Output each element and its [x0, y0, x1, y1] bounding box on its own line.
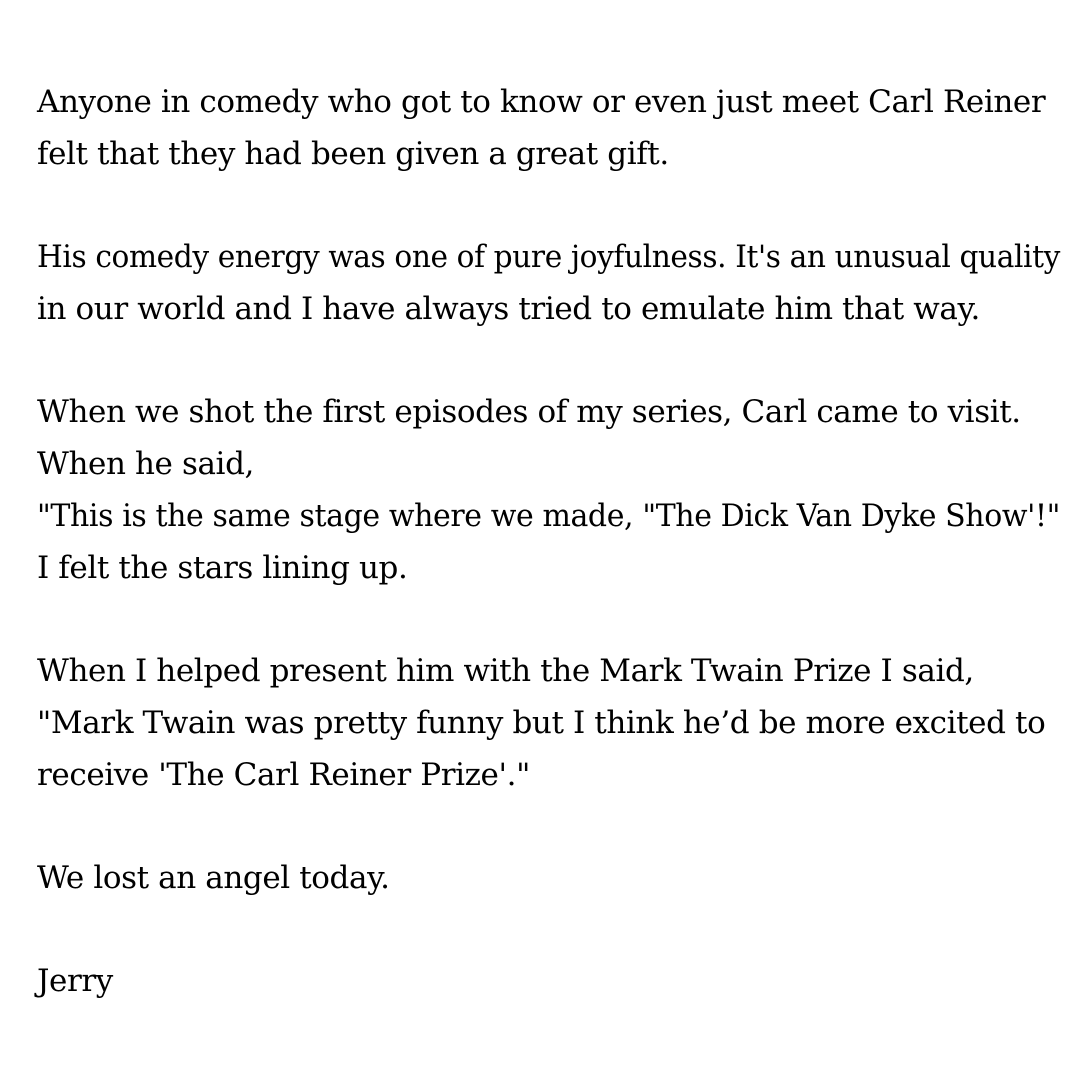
- text-line: I felt the stars lining up.: [37, 550, 408, 586]
- text-line: His comedy energy was one of pure joyfulness. It's an unusual quality: [37, 239, 1060, 275]
- text-line: felt that they had been given a great gift.: [37, 136, 669, 172]
- paragraph-2: [37, 231, 1060, 335]
- text-line: "This is the same stage where we made, "The Dick Van Dyke Show'!": [37, 498, 1060, 534]
- text-line: When I helped present him with the Mark Twain Prize I said,: [37, 653, 974, 689]
- text-line: We lost an angel today.: [37, 860, 390, 896]
- paragraph-3: [37, 386, 1060, 594]
- signature-text: Jerry: [37, 963, 113, 999]
- text-line: When we shot the first episodes of my series, Carl came to visit.: [37, 394, 1021, 430]
- paragraph-5: [37, 852, 1047, 904]
- text-line: "Mark Twain was pretty funny but I think he’d be more excited to: [37, 705, 1046, 741]
- text-line: Anyone in comedy who got to know or even just meet Carl Reiner: [37, 84, 1046, 120]
- letter-body: [37, 76, 1060, 1007]
- text-line: receive 'The Carl Reiner Prize'.": [37, 757, 530, 793]
- text-line: When he said,: [37, 446, 254, 482]
- text-line: in our world and I have always tried to emulate him that way.: [37, 291, 980, 327]
- paragraph-1: [37, 76, 1047, 180]
- paragraph-4: [37, 645, 1047, 801]
- signature: [37, 955, 1047, 1007]
